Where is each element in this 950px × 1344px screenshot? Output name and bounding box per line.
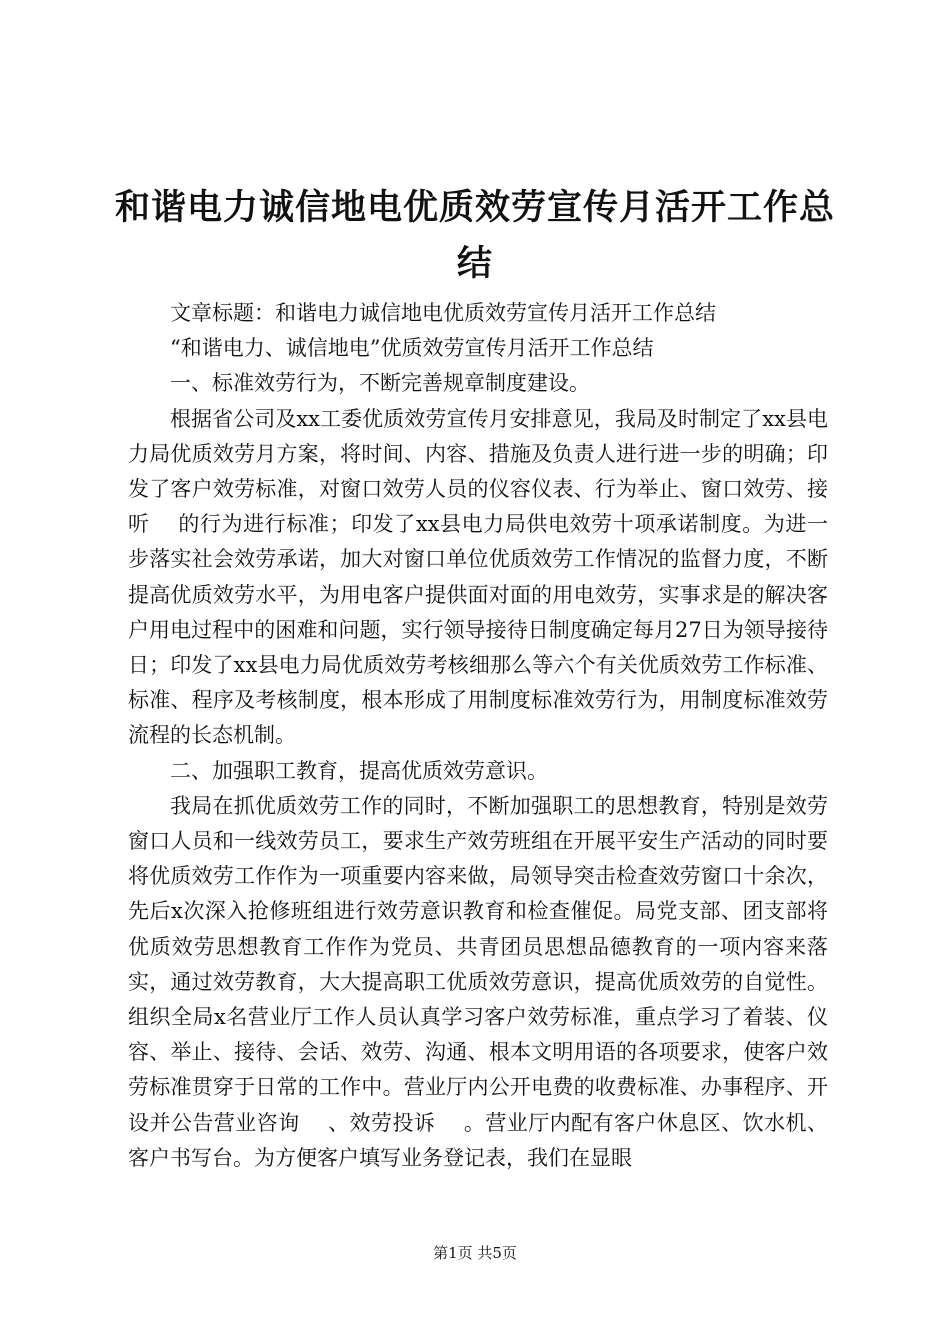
article-title-line: 文章标题：和谐电力诚信地电优质效劳宣传月活开工作总结 (170, 301, 716, 325)
document-title: 和谐电力诚信地电优质效劳宣传月活开工作总结 (114, 188, 835, 284)
section-heading-1: 一、标准效劳行为，不断完善规章制度建设。 (170, 371, 590, 396)
document-body (128, 296, 828, 1176)
body-paragraph-2: 我局在抓优质效劳工作的同时，不断加强职工的思想教育，特别是效劳窗口人员和一线效劳员工，要求生产效劳班组在开展平安生产活动的同时要将优质效劳工作作为一项重要内容来做，局领导突击检查效劳窗口十余次，先后x次深入抢修班组进行效劳意识教育和检查催促。局党支部、团支部将优质效劳思想教育工作作为党员、共青团员思想品德教育的一项内容来落实，通过效劳教育，大大提高职工优质效劳意识，提高优质效劳的自觉性。组织全局x名营业厅工作人员认真学习客户效劳标准，重点学习了着装、仪容、举止、接待、会话、效劳、沟通、根本文明用语的各项要求，使客户效劳标准贯穿于日常的工作中。营业厅内公开电费的收费标准、办事程序、开设并公告营业咨询 、效劳投诉 。营业厅内配有客户休息区、饮水机、客户书写台。为方便客户填写业务登记表，我们在显眼 (128, 793, 828, 1170)
page-footer: 第1页 共5页 (433, 1244, 517, 1262)
subtitle-line: “和谐电力、诚信地电”优质效劳宣传月活开工作总结 (170, 336, 654, 361)
section-heading-2: 二、加强职工教育，提高优质效劳意识。 (170, 758, 548, 783)
body-paragraph-1: 根据省公司及xx工委优质效劳宣传月安排意见，我局及时制定了xx县电力局优质效劳月方案，将时间、内容、措施及负责人进行进一步的明确；印发了客户效劳标准，对窗口效劳人员的仪容仪表、行为举止、窗口效劳、接听 的行为进行标准；印发了xx县电力局供电效劳十项承诺制度。为进一步落实社会效劳承诺，加大对窗口单位优质效劳工作情况的监督力度，不断提高优质效劳水平，为用电客户提供面对面的用电效劳，实事求是的解决客户用电过程中的困难和问题，实行领导接待日制度确定每月27日为领导接待日；印发了xx县电力局优质效劳考核细那么等六个有关优质效劳工作标准、标准、程序及考核制度，根本形成了用制度标准效劳行为，用制度标准效劳流程的长态机制。 (128, 406, 828, 748)
